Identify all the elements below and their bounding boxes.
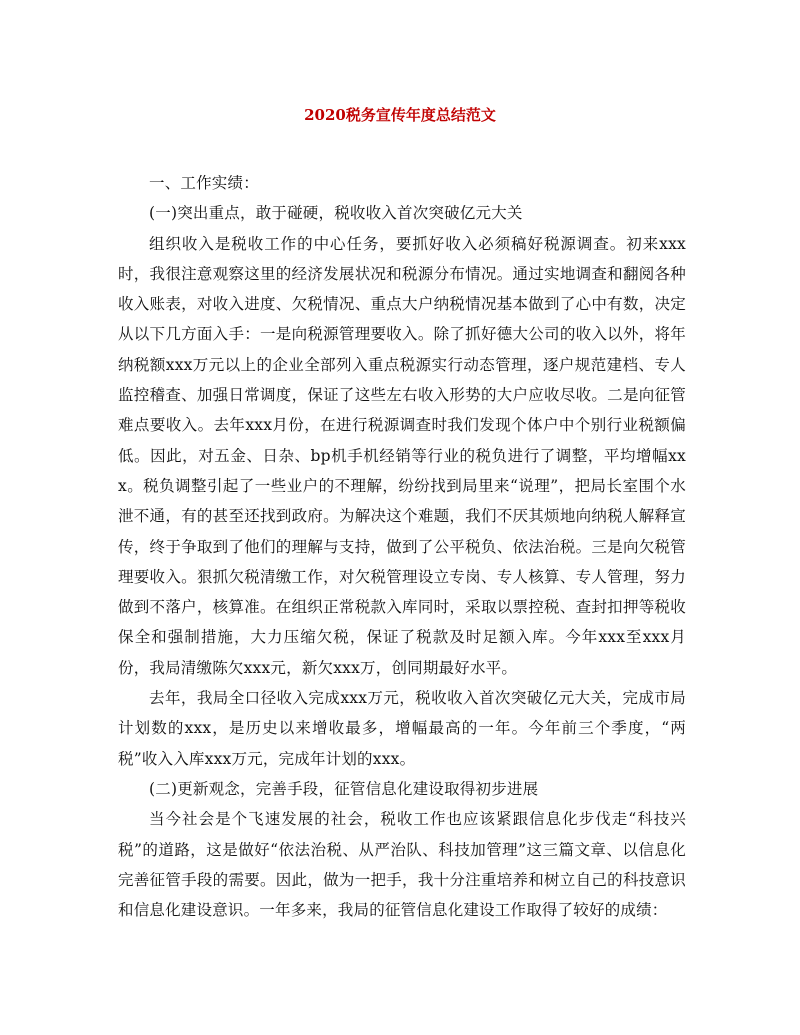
subsection-heading: (一)突出重点，敢于碰硬，税收收入首次突破亿元大关 — [149, 204, 523, 223]
document-body — [118, 168, 686, 925]
body-paragraph: 当今社会是个飞速发展的社会，税收工作也应该紧跟信息化步伐走“科技兴税”的道路，这是做好“依法治税、从严治队、科技加管理”这三篇文章、以信息化完善征管手段的需要。因此，做为一把手，我十分注重培养和树立自己的科技意识和信息化建设意识。一年多来，我局的征管信息化建设工作取得了较好的成绩： — [118, 810, 686, 920]
section-heading: 一、工作实绩： — [149, 174, 259, 192]
subsection-heading: (二)更新观念，完善手段，征管信息化建设取得初步进展 — [149, 779, 539, 798]
body-paragraph: 去年，我局全口径收入完成xxx万元，税收收入首次突破亿元大关，完成市局计划数的xxx，是历史以来增收最多，增幅最高的一年。今年前三个季度，“两税”收入入库xxx万元，完成年计划的xxx。 — [118, 689, 686, 768]
document-title: 2020税务宣传年度总结范文 — [304, 106, 496, 124]
body-paragraph: 组织收入是税收工作的中心任务，要抓好收入必须稿好税源调查。初来xxx时，我很注意观察这里的经济发展状况和税源分布情况。通过实地调查和翻阅各种收入账表，对收入进度、欠税情况、重点大户纳税情况基本做到了心中有数，决定从以下几方面入手：一是向税源管理要收入。除了抓好德大公司的收入以外，将年纳税额xxx万元以上的企业全部列入重点税源实行动态管理，逐户规范建档、专人监控稽查、加强日常调度，保证了这些左右收入形势的大户应收尽收。二是向征管难点要收入。去年xxx月份，在进行税源调查时我们发现个体户中个别行业税额偏低。因此，对五金、日杂、bp机手机经销等行业的税负进行了调整，平均增幅xxx。税负调整引起了一些业户的不理解，纷纷找到局里来“说理”，把局长室围个水泄不通，有的甚至还找到政府。为解决这个难题，我们不厌其烦地向纳税人解释宣传，终于争取到了他们的理解与支持，做到了公平税负、依法治税。三是向欠税管理要收入。狠抓欠税清缴工作，对欠税管理设立专岗、专人核算、专人管理，努力做到不落户，核算准。在组织正常税款入库同时，采取以票控税、查封扣押等税收保全和强制措施，大力压缩欠税，保证了税款及时足额入库。今年xxx至xxx月份，我局清缴陈欠xxx元，新欠xxx万，创同期最好水平。 — [118, 234, 686, 677]
